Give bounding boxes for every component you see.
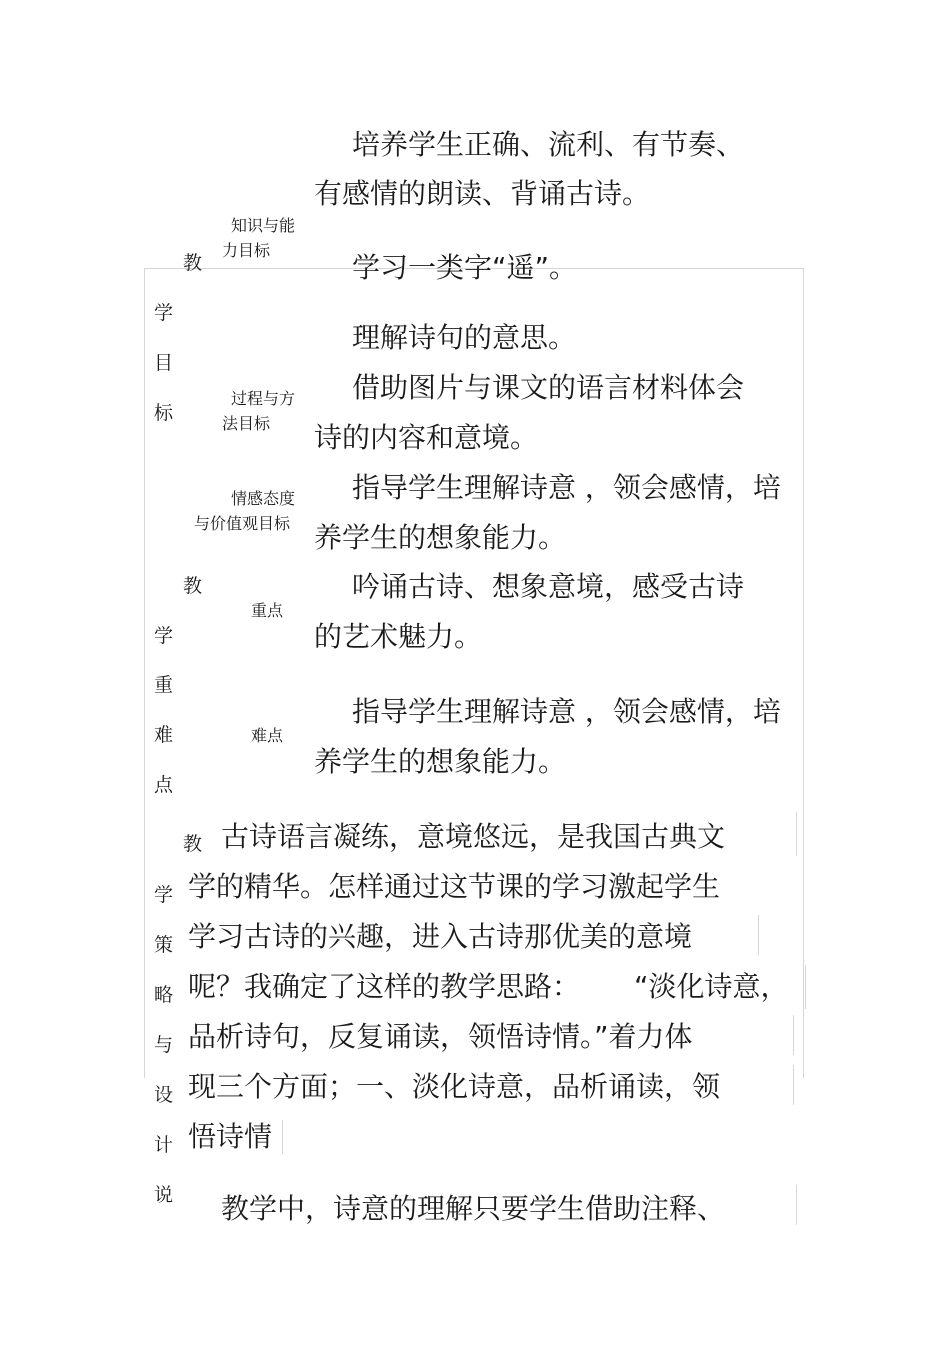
knowledge-goal-line: 理解诗句的意思。: [352, 321, 577, 354]
focus-line: 的艺术魅力。: [314, 620, 483, 653]
row-divider-fragment: [758, 915, 759, 955]
strategy-label-char: 与: [154, 1034, 174, 1056]
row-divider-fragment: [793, 1015, 794, 1055]
knowledge-goal-label: 知识与能 力目标: [222, 216, 296, 260]
objectives-label-char: 教: [183, 252, 203, 274]
process-goal-line: 诗的内容和意境。: [314, 421, 539, 454]
row-divider-fragment: [793, 1065, 794, 1105]
key-points-label-char: 点: [154, 774, 174, 796]
strategy-line: 古诗语言凝练，意境悠远，是我国古典文: [221, 820, 726, 853]
knowledge-goal-line: 学习一类字“遥”。: [352, 251, 578, 284]
strategy-line: 悟诗情: [188, 1120, 273, 1153]
key-points-label-char: 学: [154, 625, 174, 647]
row-divider-fragment: [805, 965, 806, 1009]
row-divider-fragment: [282, 1120, 283, 1154]
key-points-label-char: 重: [154, 674, 174, 696]
table-right-border: [803, 268, 804, 1078]
table-left-border: [144, 268, 145, 1078]
difficulty-label: 难点: [251, 726, 284, 745]
strategy-line: 现三个方面；一、淡化诗意，品析诵读，领: [188, 1070, 721, 1103]
knowledge-goal-line: 培养学生正确、流利、有节奏、: [352, 128, 745, 161]
strategy-label-char: 略: [154, 984, 174, 1006]
emotion-goal-line: 指导学生理解诗意 ，领会感情，培: [352, 471, 781, 504]
key-points-label-char: 教: [183, 575, 203, 597]
process-goal-label: 过程与方 法目标: [222, 389, 296, 433]
strategy-line: 学习古诗的兴趣，进入古诗那优美的意境: [188, 920, 693, 953]
strategy-label-char: 教: [183, 833, 203, 855]
objectives-label-char: 学: [154, 302, 174, 324]
strategy-label-char: 策: [154, 934, 174, 956]
strategy-label-char: 设: [154, 1084, 174, 1106]
strategy-line: “淡化诗意，: [634, 970, 789, 1003]
row-divider-fragment: [796, 812, 797, 856]
knowledge-goal-line: 有感情的朗读、背诵古诗。: [314, 177, 651, 210]
difficulty-line: 指导学生理解诗意 ，领会感情，培: [352, 695, 781, 728]
row-divider-fragment: [796, 1185, 797, 1225]
strategy-label-char: 说: [154, 1184, 174, 1206]
strategy-line: 教学中，诗意的理解只要学生借助注释、: [221, 1192, 726, 1225]
strategy-label-char: 计: [154, 1134, 174, 1156]
difficulty-line: 养学生的想象能力。: [314, 745, 567, 778]
process-goal-line: 借助图片与课文的语言材料体会: [352, 371, 745, 404]
strategy-line: 学的精华。怎样通过这节课的学习激起学生: [188, 870, 721, 903]
strategy-line: 呢？我确定了这样的教学思路：: [188, 970, 581, 1003]
focus-label: 重点: [251, 601, 284, 620]
key-points-label-char: 难: [154, 724, 174, 746]
strategy-label-char: 学: [154, 884, 174, 906]
emotion-goal-label: 情感态度 与价值观目标: [194, 489, 296, 533]
emotion-goal-line: 养学生的想象能力。: [314, 521, 567, 554]
strategy-line: 品析诗句，反复诵读，领悟诗情。”着力体: [188, 1020, 693, 1053]
focus-line: 吟诵古诗、想象意境，感受古诗: [352, 570, 745, 603]
objectives-label-char: 目: [154, 352, 174, 374]
objectives-label-char: 标: [154, 402, 174, 424]
